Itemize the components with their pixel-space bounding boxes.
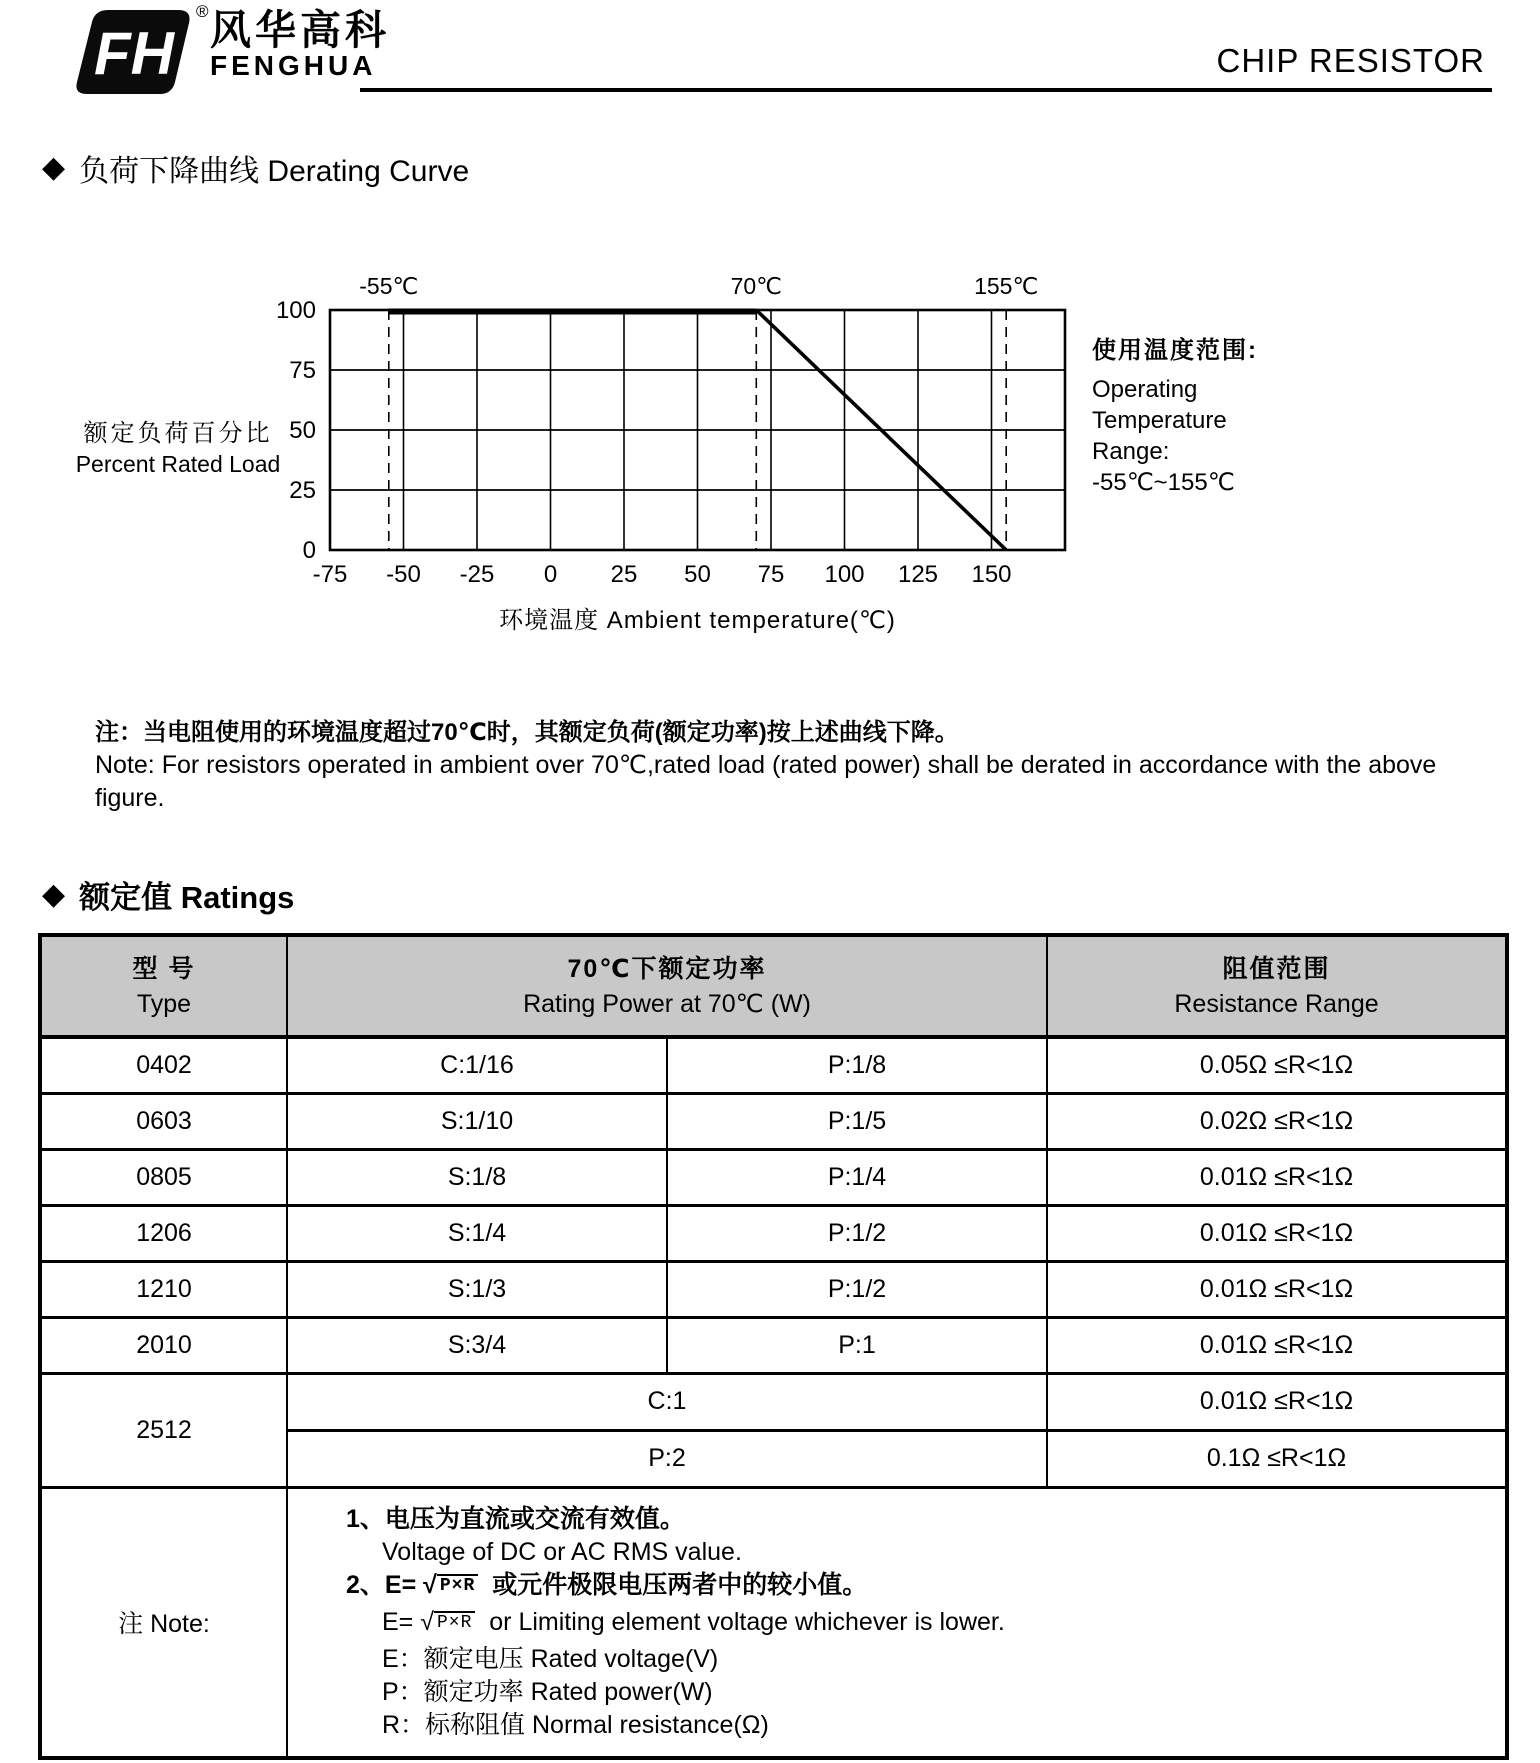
range-cell: 0.02Ω ≤R<1Ω [1047,1093,1507,1149]
range-cell: 0.05Ω ≤R<1Ω [1047,1037,1507,1093]
ratings-table [38,933,1509,1760]
type-cell: 0805 [40,1149,287,1205]
logo-text [210,8,390,80]
operating-range-en-1: Operating [1092,376,1198,403]
type-cell: 0603 [40,1093,287,1149]
power-c-cell: C:1/16 [287,1037,667,1093]
svg-text:25: 25 [289,477,316,504]
note-item-2-cn: 2、E= √ P×R 或元件极限电压两者中的较小值。 [346,1570,868,1599]
table-row-2512-c [40,1373,1507,1430]
col-header-range-en: Resistance Range [1174,990,1379,1018]
table-row [40,1261,1507,1317]
power-p-cell: P:1/5 [667,1093,1047,1149]
power-p-cell: P:1/4 [667,1149,1047,1205]
table-row [40,1093,1507,1149]
operating-range-en-3: Range: [1092,438,1170,465]
note-item-e: E：额定电压 Rated voltage(V) [382,1644,719,1673]
note-content [287,1487,1507,1758]
operating-range-cn: 使用温度范围: [1092,337,1258,364]
svg-text:75: 75 [289,357,316,384]
note-item-1-cn: 1、电压为直流或交流有效值。 [346,1504,685,1533]
range-cell: 0.01Ω ≤R<1Ω [1047,1149,1507,1205]
svg-text:70℃: 70℃ [730,273,783,299]
operating-range-value: -55℃~155℃ [1092,469,1235,496]
power-p-cell: P:1 [667,1317,1047,1373]
power-p-cell: P:1/2 [667,1205,1047,1261]
col-header-range [1047,935,1507,1037]
range-cell: 0.1Ω ≤R<1Ω [1047,1430,1507,1487]
derating-curve-plot [270,250,1090,595]
svg-text:-50: -50 [386,561,421,588]
svg-text:50: 50 [289,417,316,444]
type-cell: 1206 [40,1205,287,1261]
power-c-cell: S:3/4 [287,1317,667,1373]
sqrt-icon: √ P×R [423,1571,478,1599]
table-row [40,1149,1507,1205]
range-cell: 0.01Ω ≤R<1Ω [1047,1317,1507,1373]
table-row [40,1037,1507,1093]
range-cell: 0.01Ω ≤R<1Ω [1047,1261,1507,1317]
type-cell: 0402 [40,1037,287,1093]
svg-text:150: 150 [971,561,1012,588]
svg-text:155℃: 155℃ [974,273,1039,299]
svg-text:-25: -25 [459,561,495,588]
power-p-cell: P:1/2 [667,1261,1047,1317]
derating-section-title [42,146,469,190]
ratings-section-title-text: 额定值 Ratings [79,880,295,915]
logo-text-en: FENGHUA [210,50,377,82]
col-header-power [287,935,1047,1037]
svg-text:50: 50 [684,561,711,588]
col-header-power-cn: 70℃下额定功率 [567,955,767,983]
chart-y-axis-label [70,418,286,480]
svg-text:-55℃: -55℃ [359,273,419,299]
power-c-cell: S:1/10 [287,1093,667,1149]
note-label: 注 Note: [40,1487,287,1758]
power-p-cell: P:1/8 [667,1037,1047,1093]
type-cell: 2512 [40,1373,287,1487]
svg-text:0: 0 [543,561,558,588]
derating-note-cn: 注：当电阻使用的环境温度超过70℃时，其额定负荷(额定功率)按上述曲线下降。 [95,719,959,746]
ratings-section-title [42,872,294,917]
range-cell: 0.01Ω ≤R<1Ω [1047,1205,1507,1261]
logo-text-cn: 风华高科 [210,7,390,53]
col-header-range-cn: 阻值范围 [1222,955,1331,983]
range-cell: 0.01Ω ≤R<1Ω [1047,1373,1507,1430]
svg-text:FH: FH [94,20,174,87]
power-c-cell: S:1/3 [287,1261,667,1317]
table-note-row [40,1487,1507,1758]
note-item-r: R：标称阻值 Normal resistance(Ω) [382,1710,769,1739]
svg-text:-75: -75 [312,561,348,588]
type-cell: 1210 [40,1261,287,1317]
col-header-type [40,935,287,1037]
type-cell: 2010 [40,1317,287,1373]
sqrt-icon: √ P×R [420,1608,475,1636]
y-axis-label-en: Percent Rated Load [75,451,281,477]
header-logo [72,8,390,96]
diamond-icon: ◆ [42,877,66,911]
derating-note [95,716,1440,815]
note-item-p: P：额定功率 Rated power(W) [382,1677,713,1706]
svg-text:100: 100 [275,297,316,324]
table-row [40,1317,1507,1373]
chart-x-axis-title: 环境温度 Ambient temperature(℃) [499,607,896,634]
col-header-type-cn: 型 号 [132,955,196,983]
diamond-icon: ◆ [42,151,66,184]
header-rule [360,88,1492,92]
svg-text:75: 75 [757,561,785,588]
y-axis-label-cn: 额定负荷百分比 [83,420,273,447]
power-c-cell: S:1/8 [287,1149,667,1205]
power-c-cell: S:1/4 [287,1205,667,1261]
derating-curve-chart [270,250,1090,595]
page-title: CHIP RESISTOR [1216,42,1485,79]
power-c-cell: C:1 [287,1373,1047,1430]
svg-text:0: 0 [302,537,316,564]
ratings-header-row [40,935,1507,1037]
svg-text:100: 100 [824,561,865,588]
registered-trademark-icon: ® [196,2,209,21]
power-p-cell: P:2 [287,1430,1047,1487]
derating-note-en: Note: For resistors operated in ambient over 70℃,rated load (rated power) shall be derated in accordance with the above figure. [95,751,1437,812]
col-header-power-en: Rating Power at 70℃ (W) [523,990,811,1018]
col-header-type-en: Type [136,990,192,1018]
derating-section-title-text: 负荷下降曲线 Derating Curve [79,155,470,188]
svg-text:125: 125 [897,561,939,588]
svg-text:25: 25 [610,561,638,588]
operating-range-en-2: Temperature [1092,407,1227,434]
table-row [40,1205,1507,1261]
note-item-2-en: E= √ P×R or Limiting element voltage whichever is lower. [382,1607,1005,1636]
note-item-1-en: Voltage of DC or AC RMS value. [382,1537,742,1566]
operating-range-annotation [1092,336,1258,498]
fenghua-logo-icon [72,8,194,96]
